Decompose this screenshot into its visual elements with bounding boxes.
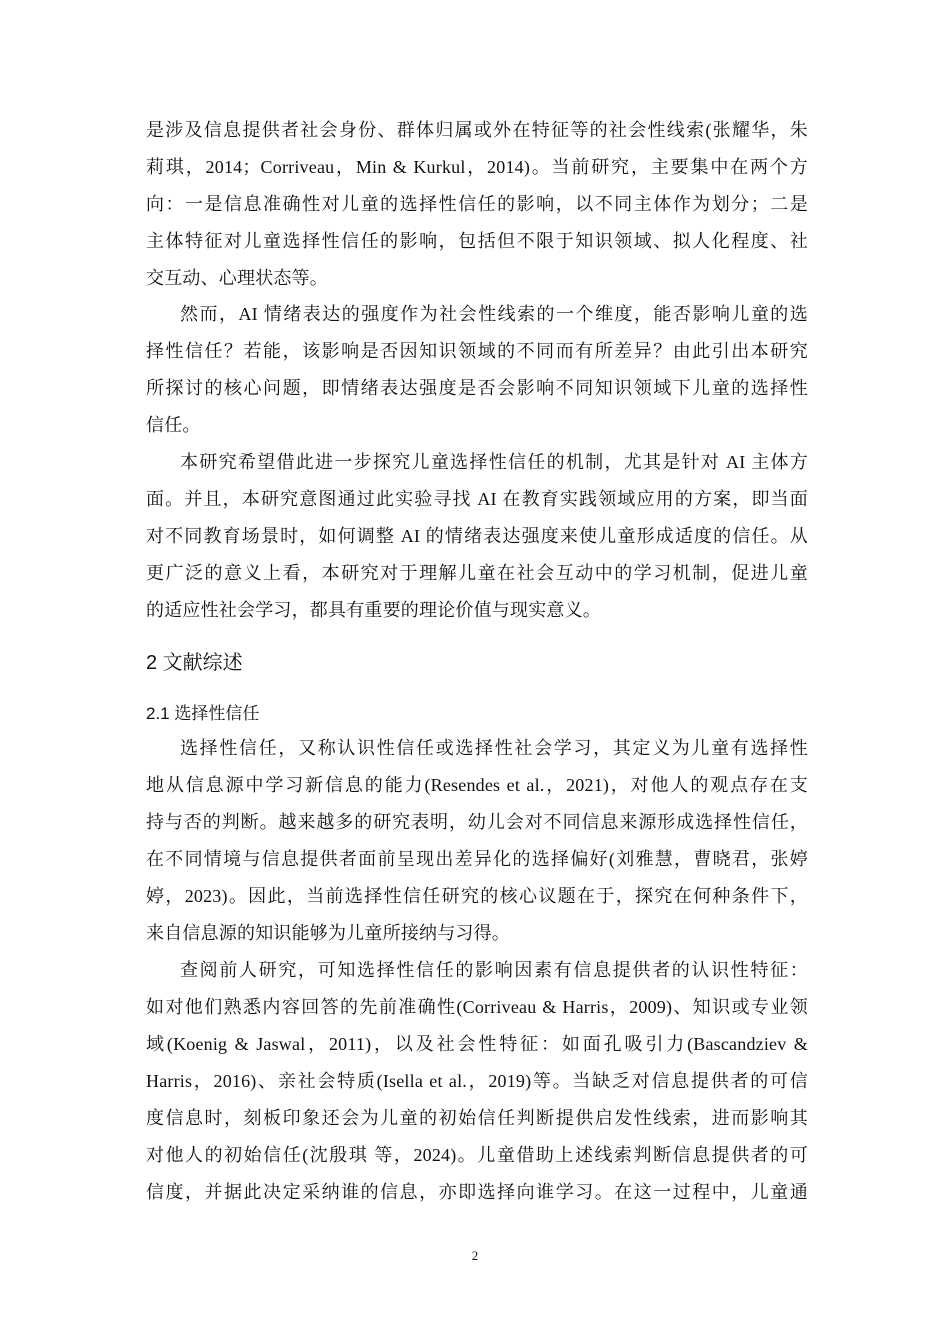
paragraph-2-line-2: 择性信任？若能，该影响是否因知识领域的不同而有所差异？由此引出本研究 [146, 341, 808, 361]
paragraph-3-line-2: 面。并且，本研究意图通过此实验寻找 AI 在教育实践领域应用的方案，即当面 [146, 489, 808, 509]
paragraph-5-line-3: 域(Koenig & Jaswal，2011)，以及社会性特征：如面孔吸引力(Bascandziev & [146, 1034, 808, 1054]
paragraph-4-line-6: 来自信息源的知识能够为儿童所接纳与习得。 [146, 923, 510, 943]
page-number: 2 [471, 1248, 479, 1263]
paragraph-5-line-6: 对他人的初始信任(沈殷琪 等，2024)。儿童借助上述线索判断信息提供者的可 [146, 1145, 808, 1165]
paragraph-1-line-2: 莉琪，2014；Corriveau，Min & Kurkul，2014)。当前研究，主要集中在两个方 [146, 157, 808, 177]
paragraph-1-line-5: 交互动、心理状态等。 [146, 268, 328, 288]
paragraph-1-line-3: 向：一是信息准确性对儿童的选择性信任的影响，以不同主体作为划分；二是 [146, 194, 808, 214]
paragraph-1-line-1: 是涉及信息提供者社会身份、群体归属或外在特征等的社会性线索(张耀华，朱 [146, 120, 808, 140]
paragraph-3-line-3: 对不同教育场景时，如何调整 AI 的情绪表达强度来使儿童形成适度的信任。从 [146, 526, 808, 546]
paragraph-4-line-4: 在不同情境与信息提供者面前呈现出差异化的选择偏好(刘雅慧，曹晓君，张婷 [146, 849, 808, 869]
paragraph-4-line-3: 持与否的判断。越来越多的研究表明，幼儿会对不同信息来源形成选择性信任， [146, 812, 808, 832]
paragraph-5-line-2: 如对他们熟悉内容回答的先前准确性(Corriveau & Harris，2009)、知识或专业领 [146, 997, 808, 1017]
paragraph-4-line-1: 选择性信任，又称认识性信任或选择性社会学习，其定义为儿童有选择性 [180, 738, 808, 758]
paragraph-5-line-4: Harris，2016)、亲社会特质(Isella et al.，2019)等。当缺乏对信息提供者的可信 [146, 1071, 808, 1091]
paragraph-3-line-4: 更广泛的意义上看，本研究对于理解儿童在社会互动中的学习机制，促进儿童 [146, 563, 808, 583]
paragraph-5-line-7: 信度，并据此决定采纳谁的信息，亦即选择向谁学习。在这一过程中，儿童通 [146, 1182, 808, 1202]
paragraph-2-line-1: 然而，AI 情绪表达的强度作为社会性线索的一个维度，能否影响儿童的选 [180, 304, 808, 324]
subsection-heading: 2.1 选择性信任 [146, 704, 260, 723]
paragraph-2-line-4: 信任。 [146, 415, 201, 435]
paragraph-4-line-5: 婷，2023)。因此，当前选择性信任研究的核心议题在于，探究在何种条件下， [146, 886, 808, 906]
paragraph-1-line-4: 主体特征对儿童选择性信任的影响，包括但不限于知识领域、拟人化程度、社 [146, 231, 808, 251]
section-heading: 2 文献综述 [146, 652, 243, 674]
paragraph-4-line-2: 地从信息源中学习新信息的能力(Resendes et al.，2021)，对他人的观点存在支 [146, 775, 808, 795]
paragraph-3-line-1: 本研究希望借此进一步探究儿童选择性信任的机制，尤其是针对 AI 主体方 [180, 452, 808, 472]
paragraph-2-line-3: 所探讨的核心问题，即情绪表达强度是否会影响不同知识领域下儿童的选择性 [146, 378, 808, 398]
paragraph-5-line-1: 查阅前人研究，可知选择性信任的影响因素有信息提供者的认识性特征： [180, 960, 808, 980]
paragraph-3-line-5: 的适应性社会学习，都具有重要的理论价值与现实意义。 [146, 600, 601, 620]
paragraph-5-line-5: 度信息时，刻板印象还会为儿童的初始信任判断提供启发性线索，进而影响其 [146, 1108, 808, 1128]
